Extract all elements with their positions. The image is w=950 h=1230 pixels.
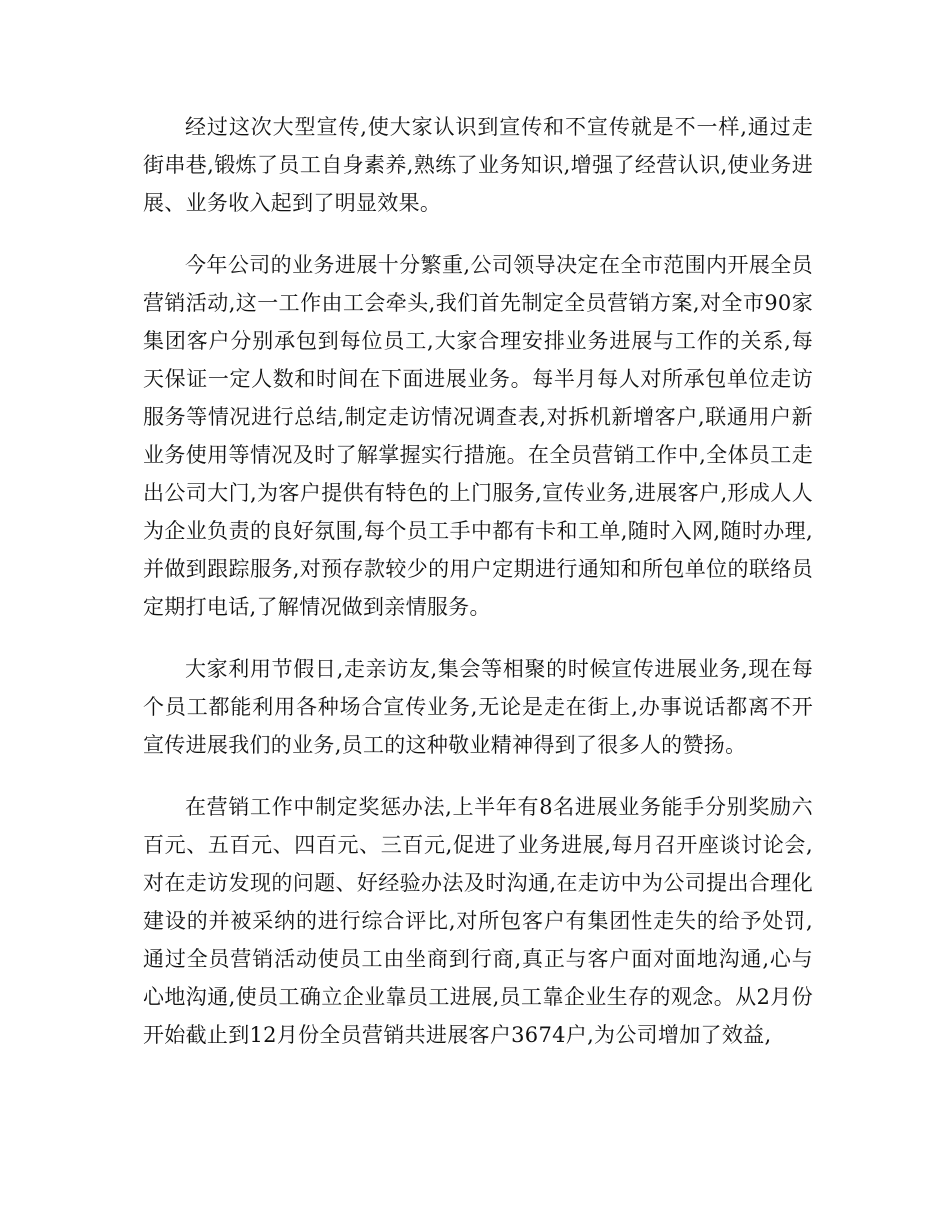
paragraph-4: 在营销工作中制定奖惩办法,上半年有8名进展业务能手分别奖励六百元、五百元、四百元、三百元,促进了业务进展,每月召开座谈讨论会,对在走访发现的问题、好经验办法及时沟通,在走访中为公司提出合理化建设的并被采纳的进行综合评比,对所包客户有集团性走失的给予处罚,通过全员营销活动使员工由坐商到行商,真正与客户面对面地沟通,心与心地沟通,使员工确立企业靠员工进展,员工靠企业生存的观念。从2月份开始截止到12月份全员营销共进展客户3674户,为公司增加了效益, bbox=[143, 795, 813, 1047]
document-body bbox=[143, 108, 813, 1078]
paragraph-2: 今年公司的业务进展十分繁重,公司领导决定在全市范围内开展全员营销活动,这一工作由工会牵头,我们首先制定全员营销方案,对全市90家集团客户分别承包到每位员工,大家合理安排业务进展与工作的关系,每天保证一定人数和时间在下面进展业务。每半月每人对所承包单位走访服务等情况进行总结,制定走访情况调查表,对拆机新增客户,联通用户新业务使用等情况及时了解掌握实行措施。在全员营销工作中,全体员工走出公司大门,为客户提供有特色的上门服务,宣传业务,进展客户,形成人人为企业负责的良好氛围,每个员工手中都有卡和工单,随时入网,随时办理,并做到跟踪服务,对预存款较少的用户定期进行通知和所包单位的联络员定期打电话,了解情况做到亲情服务。 bbox=[143, 253, 813, 619]
paragraph-3: 大家利用节假日,走亲访友,集会等相聚的时候宣传进展业务,现在每个员工都能利用各种场合宣传业务,无论是走在街上,办事说话都离不开宣传进展我们的业务,员工的这种敬业精神得到了很多人的赞扬。 bbox=[143, 657, 813, 757]
paragraph-1: 经过这次大型宣传,使大家认识到宣传和不宣传就是不一样,通过走街串巷,锻炼了员工自身素养,熟练了业务知识,增强了经营认识,使业务进展、业务收入起到了明显效果。 bbox=[143, 115, 813, 215]
